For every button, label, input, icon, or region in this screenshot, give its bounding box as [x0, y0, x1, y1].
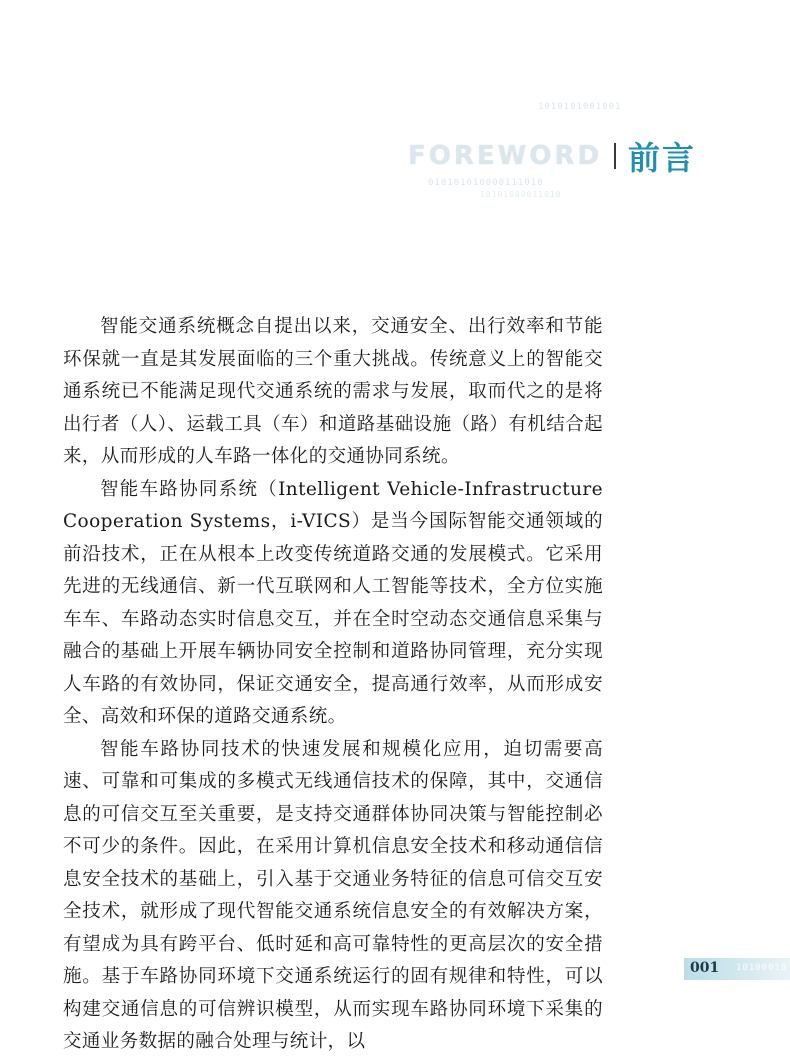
binary-decoration-mid: 10101000011010 — [480, 190, 562, 199]
page-number-pattern: 10100010 — [736, 963, 788, 973]
binary-decoration-top: 1010101001001 — [538, 102, 622, 112]
page-number: 001 — [690, 960, 720, 976]
chapter-title: 前言 — [628, 139, 697, 177]
chapter-header — [380, 100, 700, 210]
header-title-row — [380, 136, 696, 176]
body-text — [63, 311, 603, 1059]
paragraph: 智能交通系统概念自提出以来，交通安全、出行效率和节能环保就一直是其发展面临的三个重大挑战。传统意义上的智能交通系统已不能满足现代交通系统的需求与发展，取而代之的是将出行者（人）、运载工具（车）和道路基础设施（路）有机结合起来，从而形成的人车路一体化的交通协同系统。 — [63, 316, 603, 467]
title-divider — [614, 143, 616, 169]
binary-decoration-bottom: 010101010000111010 — [428, 178, 544, 188]
paragraph: 智能车路协同系统（Intelligent Vehicle-Infrastructure Cooperation Systems，i-VICS）是当今国际智能交通领域的前沿技术，正在从根本上改变传统道路交通的发展模式。它采用先进的无线通信、新一代互联网和人工智能等技术，全方位实施车车、车路动态实时信息交互，并在全时空动态交通信息采集与融合的基础上开展车辆协同安全控制和道路协同管理，充分实现人车路的有效协同，保证交通安全，提高通行效率，从而形成安全、高效和环保的道路交通系统。 — [63, 478, 603, 727]
paragraph: 智能车路协同技术的快速发展和规模化应用，迫切需要高速、可靠和可集成的多模式无线通信技术的保障，其中，交通信息的可信交互至关重要，是支持交通群体协同决策与智能控制必不可少的条件。因此，在采用计算机信息安全技术和移动通信信息安全技术的基础上，引入基于交通业务特征的信息可信交互安全技术，就形成了现代智能交通系统信息安全的有效解决方案，有望成为具有跨平台、低时延和高可靠特性的更高层次的安全措施。基于车路协同环境下交通系统运行的固有规律和特性，可以构建交通信息的可信辨识模型，从而实现车路协同环境下采集的交通业务数据的融合处理与统计，以 — [63, 738, 603, 1052]
foreword-label: FOREWORD — [408, 141, 603, 171]
page-number-bar — [684, 958, 790, 980]
